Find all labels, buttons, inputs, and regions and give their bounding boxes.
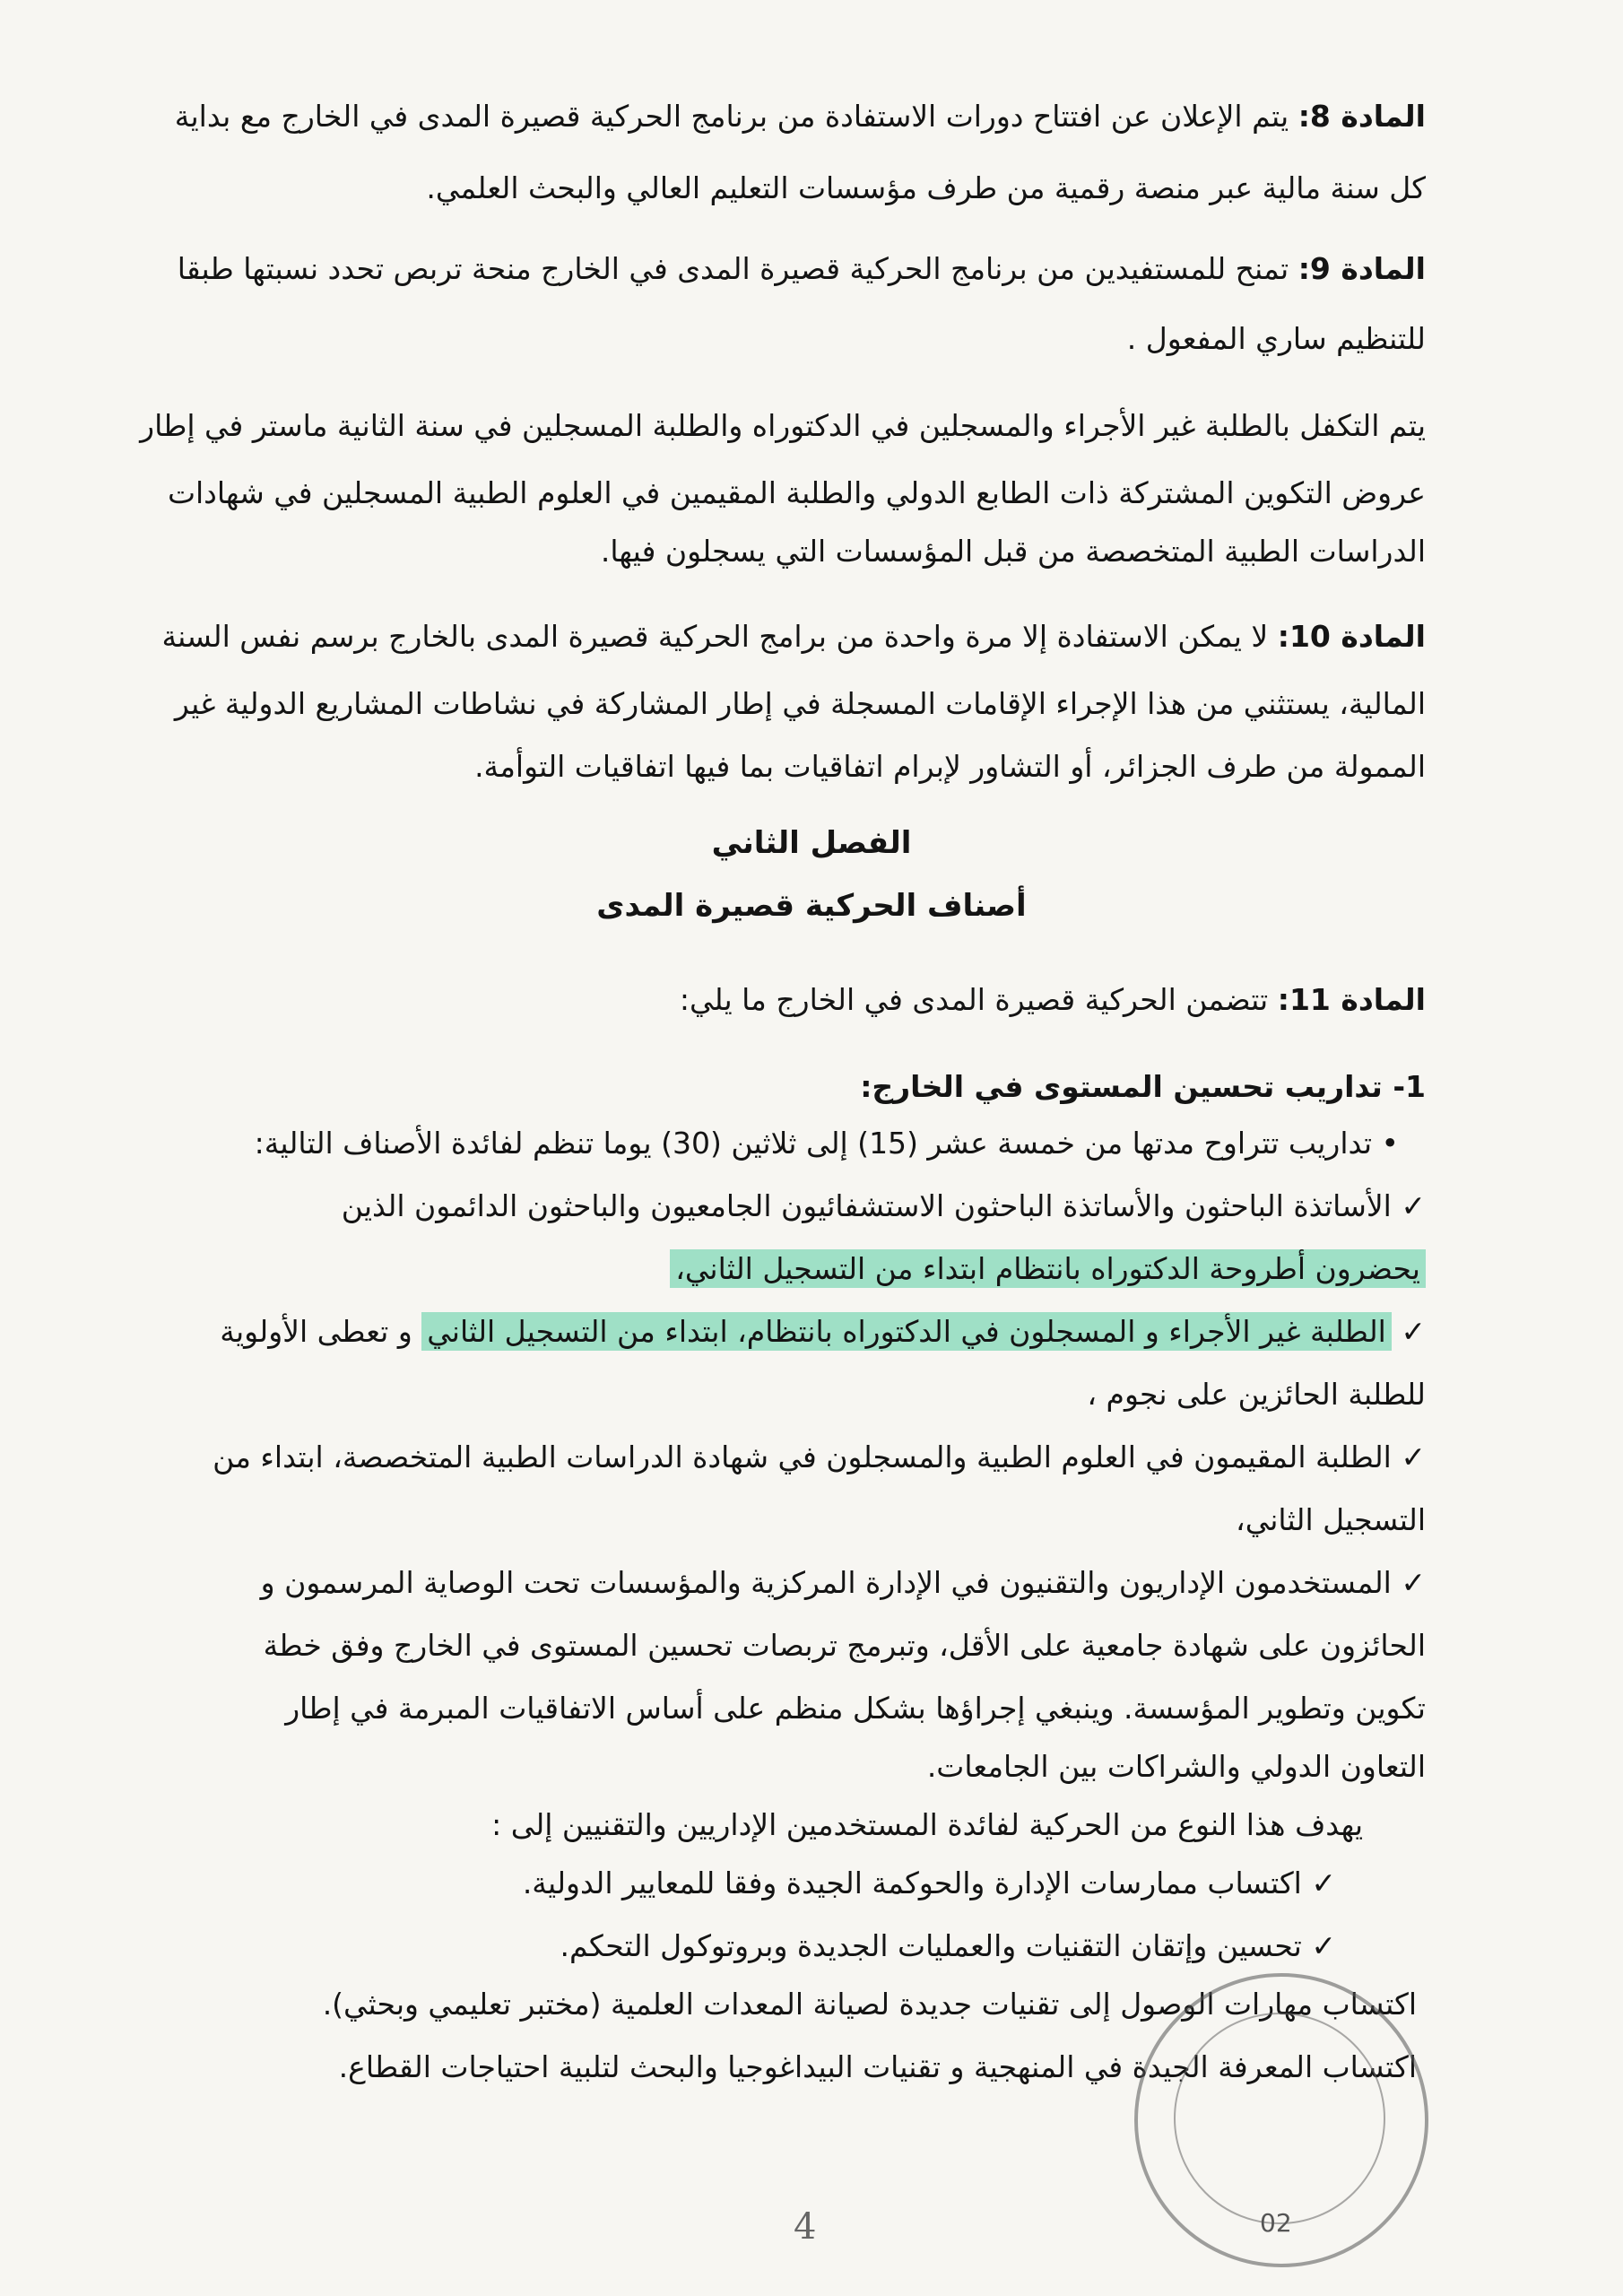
- section-1-dot-item: • تداريب تتراوح مدتها من خمسة عشر (15) إلى ثلاثين (30) يوما تنظم لفائدة الأصناف التالية:: [254, 1126, 1399, 1161]
- check-item-4-line-4: التعاون الدولي والشراكات بين الجامعات.: [926, 1749, 1426, 1784]
- check-item-4-line-3: تكوين وتطوير المؤسسة. وينبغي إجراؤها بشكل منظم على أساس الاتفاقيات المبرمة في إطار: [285, 1691, 1426, 1726]
- article-9-line-1: المادة 9: تمنح للمستفيدين من برنامج الحركية قصيرة المدى في الخارج منحة تربص تحدد نسبتها طبقا: [177, 251, 1426, 286]
- check-item-2-line-2: للطلبة الحائزين على نجوم ،: [1087, 1377, 1426, 1412]
- aim-4: اكتساب المعرفة الجيدة في المنهجية و تقنيات البيداغوجيا والبحث لتلبية احتياجات القطاع.: [338, 2049, 1417, 2084]
- check-icon: ✓: [1311, 1866, 1336, 1900]
- chapter-title: الفصل الثاني: [711, 825, 912, 861]
- aims-intro: يهدف هذا النوع من الحركية لفائدة المستخدمين الإداريين والتقنيين إلى :: [491, 1807, 1363, 1842]
- section-1-number: 1-: [1393, 1069, 1426, 1104]
- check-icon: ✓: [1401, 1314, 1426, 1349]
- article-10-label: المادة 10:: [1277, 619, 1426, 654]
- check-item-3-line-1: ✓ الطلبة المقيمون في العلوم الطبية والمسجلون في شهادة الدراسات الطبية المتخصصة، ابتداء من: [213, 1439, 1426, 1474]
- article-11-label: المادة 11:: [1277, 982, 1426, 1017]
- check-icon: ✓: [1401, 1565, 1426, 1600]
- article-9-line-2: للتنظيم ساري المفعول .: [1126, 321, 1426, 356]
- chapter-subtitle: أصناف الحركية قصيرة المدى: [596, 888, 1027, 924]
- check-item-3-line-2: التسجيل الثاني،: [1236, 1502, 1426, 1537]
- bullet-dot-icon: •: [1381, 1126, 1399, 1161]
- aim-3: اكتساب مهارات الوصول إلى تقنيات جديدة لصيانة المعدات العلمية (مختبر تعليمي وبحثي).: [322, 1987, 1417, 2022]
- article-8-line-1: المادة 8: يتم الإعلان عن افتتاح دورات الاستفادة من برنامج الحركية قصيرة المدى في الخارج مع بداية: [174, 99, 1426, 134]
- check-icon: ✓: [1311, 1928, 1336, 1963]
- article-8-line-2: كل سنة مالية عبر منصة رقمية من طرف مؤسسات التعليم العالي والبحث العلمي.: [426, 170, 1426, 205]
- section-1-title: 1- تداريب تحسين المستوى في الخارج:: [860, 1069, 1426, 1104]
- highlighted-text: يحضرون أطروحة الدكتوراه بانتظام ابتداء من التسجيل الثاني،: [670, 1249, 1426, 1288]
- check-item-1-line-2: [188, 1251, 1426, 1286]
- check-item-2-line-1: ✓ الطلبة غير الأجراء و المسجلون في الدكتوراه بانتظام، ابتداء من التسجيل الثاني و تعطى الأولوية: [220, 1314, 1426, 1349]
- check-icon: ✓: [1401, 1188, 1426, 1223]
- aim-1: ✓ اكتساب ممارسات الإدارة والحوكمة الجيدة وفقا للمعايير الدولية.: [522, 1866, 1336, 1900]
- page-number: 4: [794, 2206, 817, 2248]
- support-line-3: الدراسات الطبية المتخصصة من قبل المؤسسات التي يسجلون فيها.: [600, 534, 1426, 569]
- support-line-1: يتم التكفل بالطلبة غير الأجراء والمسجلين في الدكتوراه والطلبة المسجلين في سنة الثانية ماستر في إطار: [140, 408, 1426, 443]
- article-8-label: المادة 8:: [1298, 99, 1426, 134]
- stamp-number: 02: [1260, 2208, 1292, 2238]
- article-10-line-3: الممولة من طرف الجزائر، أو التشاور لإبرام اتفاقيات بما فيها اتفاقيات التوأمة.: [474, 749, 1426, 784]
- highlighted-text: الطلبة غير الأجراء و المسجلون في الدكتوراه بانتظام، ابتداء من التسجيل الثاني: [421, 1312, 1392, 1351]
- article-9-label: المادة 9:: [1298, 251, 1426, 286]
- article-10-line-2: المالية، يستثني من هذا الإجراء الإقامات المسجلة في إطار المشاركة في نشاطات المشاريع الدولية غير: [174, 686, 1426, 721]
- aim-2: ✓ تحسين وإتقان التقنيات والعمليات الجديدة وبروتوكول التحكم.: [560, 1928, 1336, 1963]
- support-line-2: عروض التكوين المشتركة ذات الطابع الدولي والطلبة المقيمين في العلوم الطبية المسجلين في شهادات: [167, 475, 1426, 510]
- check-item-1-line-1: ✓ الأساتذة الباحثون والأساتذة الباحثون الاستشفائيون الجامعيون والباحثون الدائمون الذين: [341, 1188, 1426, 1223]
- check-item-4-line-1: ✓ المستخدمون الإداريون والتقنيون في الإدارة المركزية والمؤسسات تحت الوصاية المرسمون و: [260, 1565, 1426, 1600]
- check-item-4-line-2: الحائزون على شهادة جامعية على الأقل، وتبرمج تربصات تحسين المستوى في الخارج وفق خطة: [263, 1628, 1426, 1663]
- article-11-line: المادة 11: تتضمن الحركية قصيرة المدى في الخارج ما يلي:: [679, 982, 1426, 1017]
- check-icon: ✓: [1401, 1439, 1426, 1474]
- article-10-line-1: المادة 10: لا يمكن الاستفادة إلا مرة واحدة من برامج الحركية قصيرة المدى بالخارج برسم نفس السنة: [161, 619, 1426, 654]
